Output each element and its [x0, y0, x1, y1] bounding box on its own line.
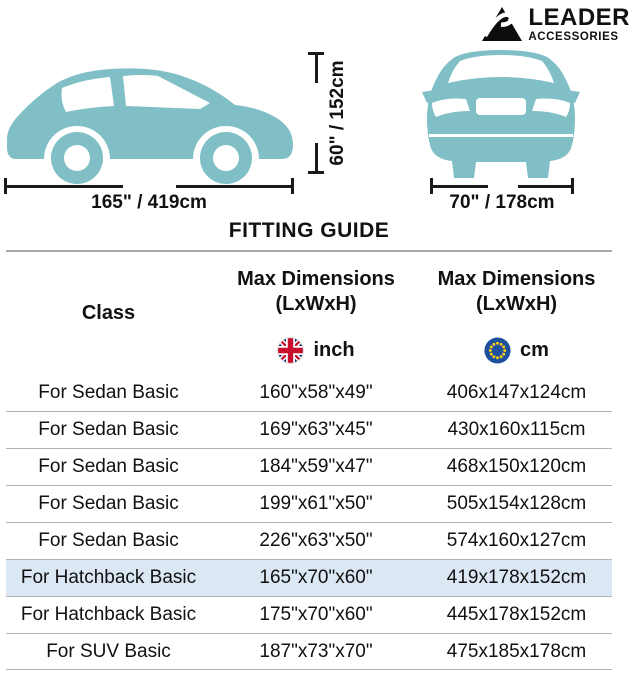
- width-dimension-label: 70" / 178cm: [449, 192, 555, 213]
- cm-cell: 445x178x152cm: [446, 604, 587, 625]
- license-plate: [476, 98, 526, 115]
- brand-name: LEADER: [528, 4, 630, 31]
- inch-cell: 184"x59"x47": [259, 456, 373, 477]
- inch-cell: 165"x70"x60": [259, 567, 373, 588]
- cm-cell: 505x154x128cm: [446, 493, 587, 514]
- class-cell: For Sedan Basic: [38, 493, 179, 514]
- car-rear-view-illustration: [420, 48, 582, 180]
- height-dimension-line: [304, 52, 360, 174]
- class-column-header: Class: [81, 302, 136, 324]
- table-row: [6, 448, 612, 485]
- inch-column-header-line1: Max Dimensions: [237, 268, 395, 290]
- table-row-highlighted: [6, 559, 612, 596]
- class-cell: For Sedan Basic: [38, 419, 179, 440]
- class-cell: For Hatchback Basic: [20, 604, 197, 625]
- table-header-row: [6, 252, 612, 326]
- brand-subname: ACCESSORIES: [528, 31, 619, 43]
- uk-flag-icon: [277, 337, 304, 364]
- table-row: [6, 633, 612, 670]
- class-cell: For Sedan Basic: [38, 530, 179, 551]
- inch-cell: 175"x70"x60": [259, 604, 373, 625]
- leader-triangle-icon: [482, 6, 522, 42]
- class-cell: For SUV Basic: [46, 640, 171, 662]
- inch-cell: 160"x58"x49": [259, 381, 373, 403]
- cm-cell: 430x160x115cm: [447, 419, 586, 440]
- inch-unit-label: inch: [313, 338, 355, 361]
- cm-column-header-line2: (LxWxH): [475, 293, 558, 315]
- class-cell: For Sedan Basic: [38, 456, 179, 477]
- car-side-view-illustration: [4, 46, 298, 186]
- brand-logo: [482, 6, 630, 44]
- cm-cell: 574x160x127cm: [446, 530, 587, 551]
- class-cell: For Sedan Basic: [38, 381, 179, 403]
- table-unit-row: [6, 326, 612, 374]
- inch-cell: 226"x63"x50": [259, 530, 373, 551]
- length-dimension-label: 165" / 419cm: [91, 192, 207, 213]
- cm-unit-label: cm: [520, 338, 549, 361]
- page-title: FITTING GUIDE: [228, 219, 390, 242]
- inch-column-header-line2: (LxWxH): [275, 293, 357, 315]
- table-row: [6, 485, 612, 522]
- length-dimension-line: [4, 178, 294, 213]
- cm-cell: 406x147x124cm: [446, 381, 587, 403]
- eu-flag-icon: [484, 337, 511, 364]
- table-row: [6, 374, 612, 411]
- class-cell: For Hatchback Basic: [20, 567, 197, 588]
- inch-cell: 187"x73"x70": [259, 640, 373, 662]
- width-dimension-line: [430, 178, 574, 213]
- table-row: [6, 522, 612, 559]
- inch-cell: 199"x61"x50": [259, 493, 373, 514]
- cm-column-header-line1: Max Dimensions: [437, 268, 596, 290]
- height-dimension-label: 60" / 152cm: [327, 60, 348, 166]
- inch-cell: 169"x63"x45": [259, 419, 373, 440]
- cm-cell: 419x178x152cm: [446, 567, 587, 588]
- cm-cell: 468x150x120cm: [446, 456, 587, 477]
- fitting-table: [6, 250, 612, 670]
- table-row: [6, 596, 612, 633]
- table-row: [6, 411, 612, 448]
- cm-cell: 475x185x178cm: [446, 640, 587, 662]
